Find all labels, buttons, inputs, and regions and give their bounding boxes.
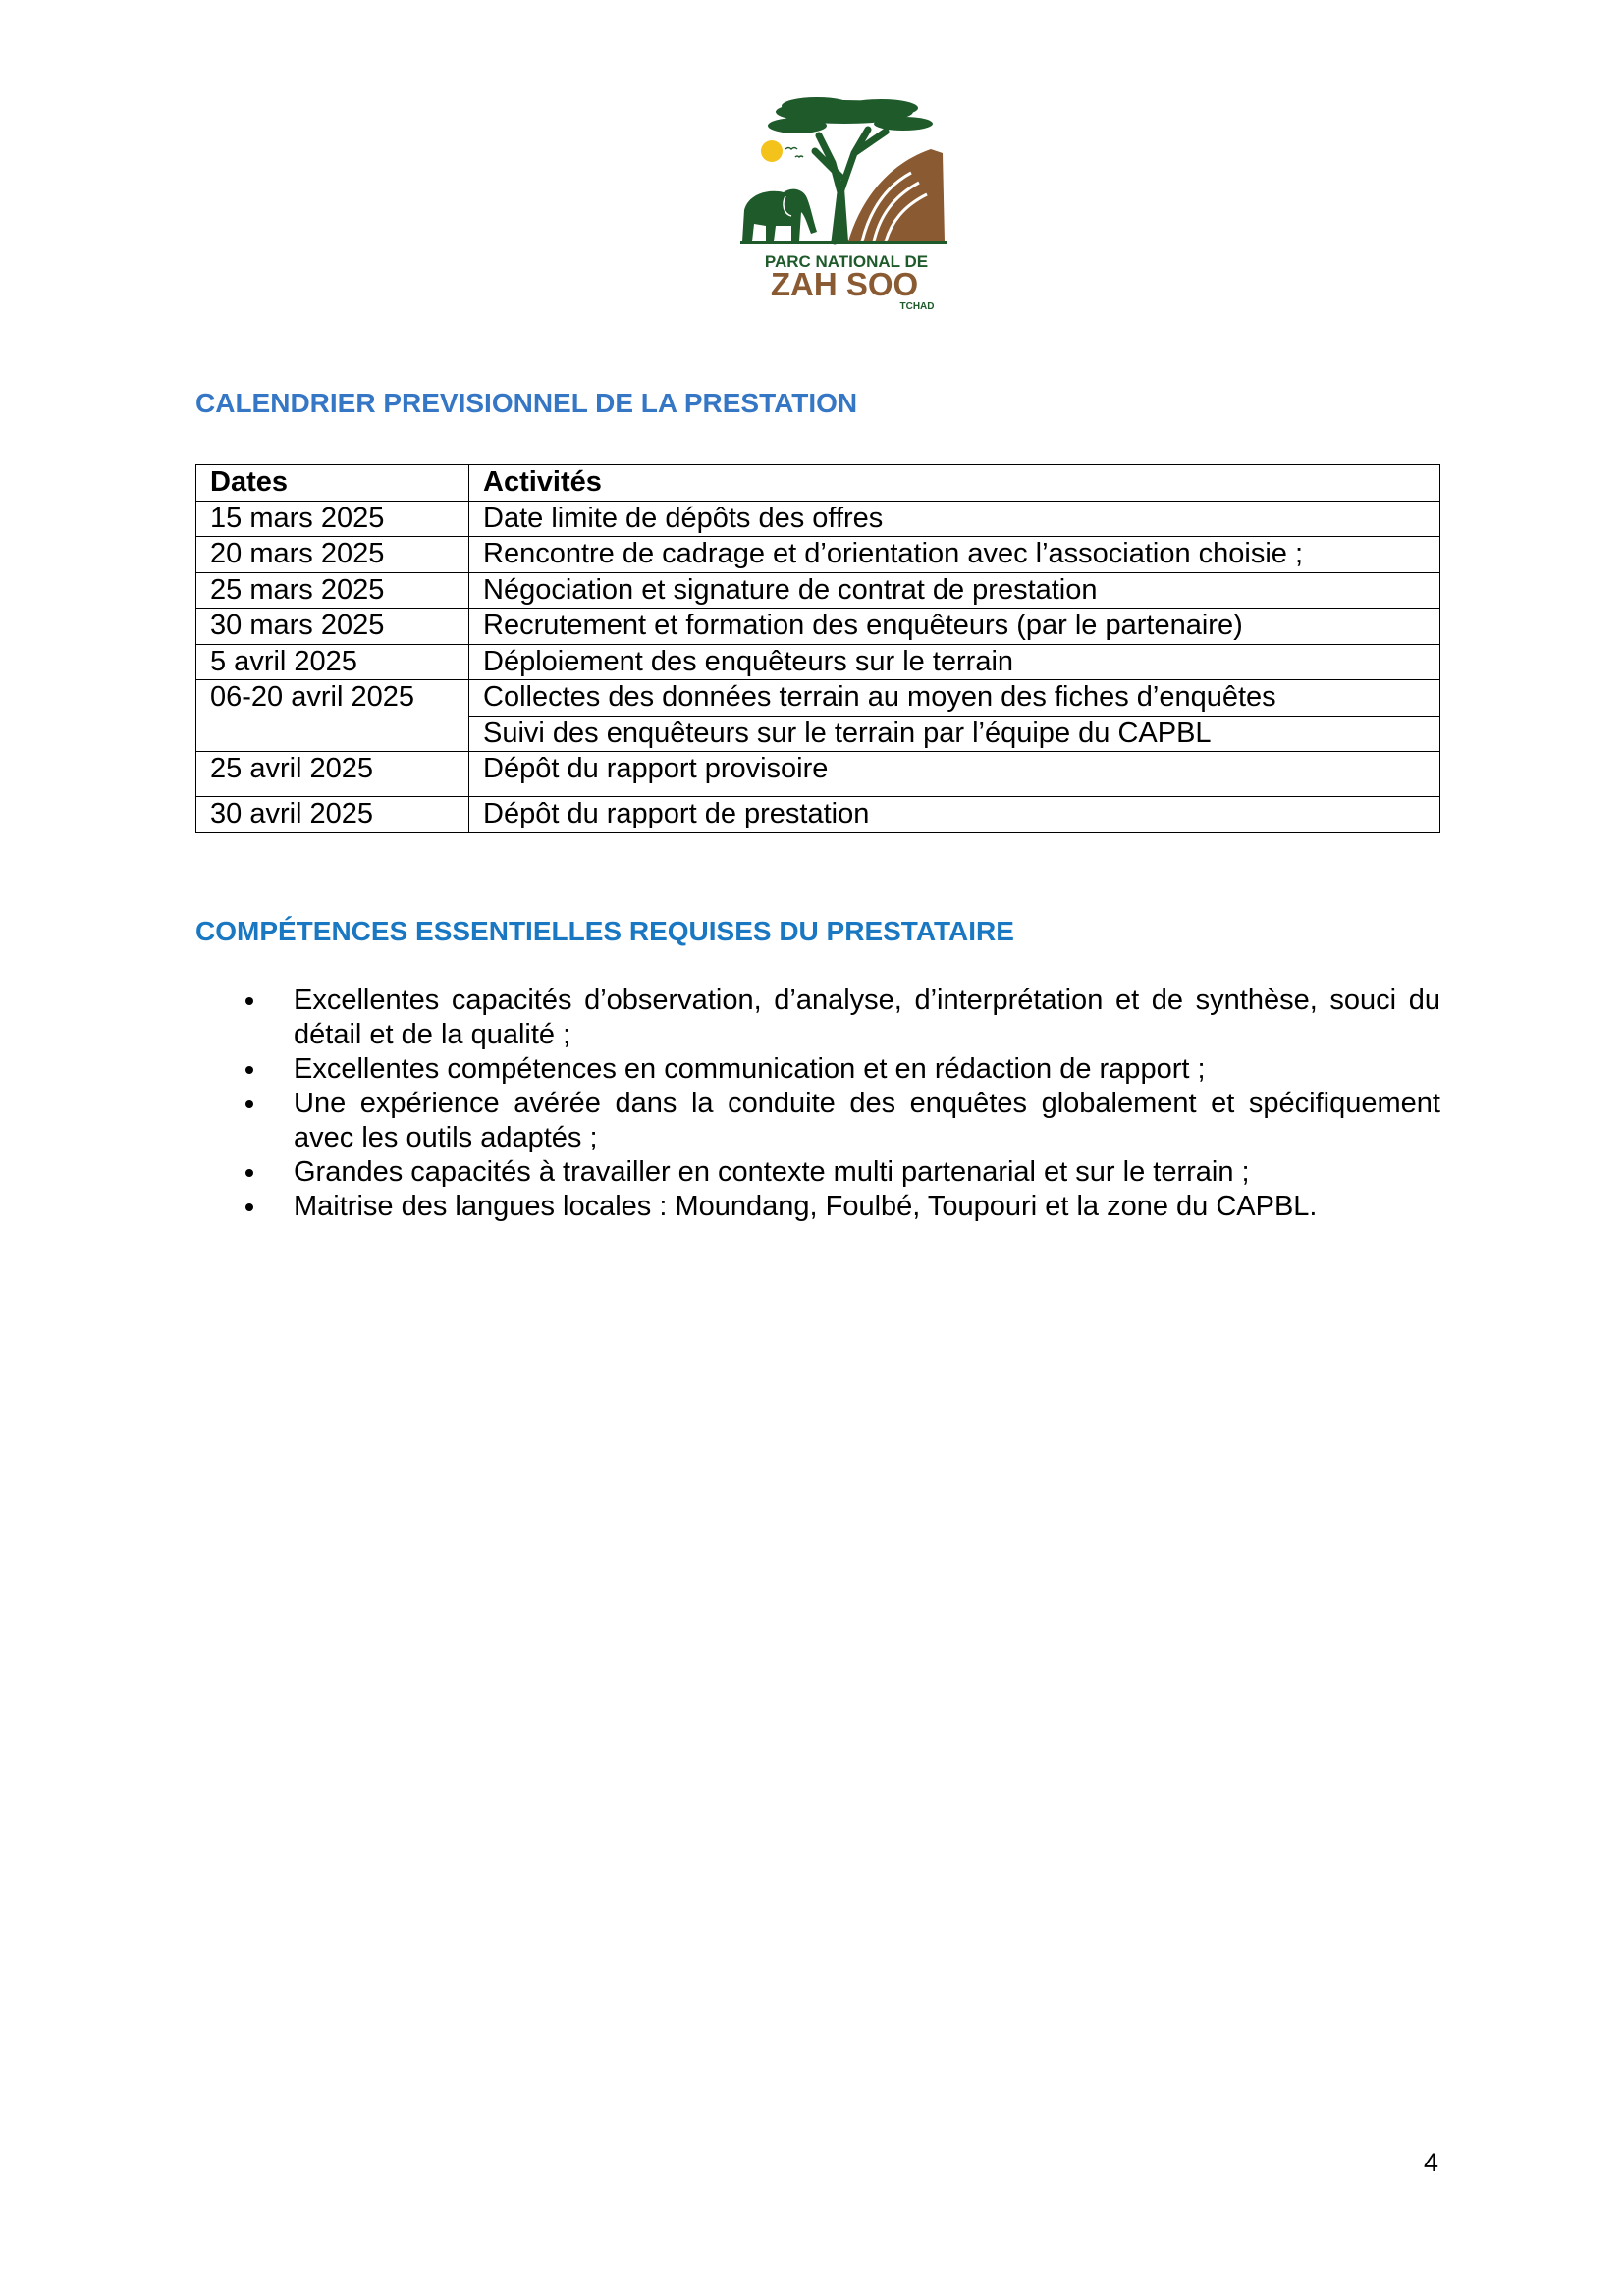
logo-line3: TCHAD [899, 301, 935, 312]
logo-line1: PARC NATIONAL DE [764, 252, 929, 271]
header-activities: Activités [469, 465, 1440, 502]
row-date: 25 mars 2025 [196, 572, 469, 609]
bullet-icon [245, 1066, 253, 1074]
table-row [196, 752, 1440, 797]
list-item [195, 1087, 1440, 1155]
bullet-icon [245, 1203, 253, 1211]
list-item-text: Excellentes compétences en communication et en rédaction de rapport ; [294, 1053, 1206, 1085]
row-activity: Négociation et signature de contrat de prestation [469, 572, 1440, 609]
list-item [195, 984, 1440, 1052]
row-date: 25 avril 2025 [196, 752, 469, 797]
table-row [196, 644, 1440, 680]
row-activity: Recrutement et formation des enquêteurs (par le partenaire) [469, 609, 1440, 645]
row-date: 5 avril 2025 [196, 644, 469, 680]
list-item [195, 1155, 1440, 1190]
list-item [195, 1052, 1440, 1087]
calendar-table [195, 464, 1440, 833]
bullet-icon [245, 1100, 253, 1108]
table-row [196, 680, 1440, 717]
row-date: 30 avril 2025 [196, 797, 469, 833]
list-item-text: Une expérience avérée dans la conduite des enquêtes globalement et spécifiquement avec les outils adaptés ; [294, 1088, 1440, 1153]
row-activity: Dépôt du rapport de prestation [469, 797, 1440, 833]
row-activity: Rencontre de cadrage et d’orientation avec l’association choisie ; [469, 537, 1440, 573]
row-date: 06-20 avril 2025 [196, 680, 469, 752]
row-activity: Date limite de dépôts des offres [469, 501, 1440, 537]
page-number: 4 [1424, 2148, 1439, 2177]
row-activity: Collectes des données terrain au moyen des fiches d’enquêtes [469, 680, 1440, 717]
bullet-icon [245, 1169, 253, 1177]
table-row [196, 572, 1440, 609]
table-header-row [196, 465, 1440, 502]
list-item-text: Excellentes capacités d’observation, d’analyse, d’interprétation et de synthèse, souci du détail et de la qualité ; [294, 985, 1440, 1050]
list-item-text: Maitrise des langues locales : Moundang, Foulbé, Toupouri et la zone du CAPBL. [294, 1191, 1318, 1222]
logo-line2: ZAH SOO [770, 266, 919, 302]
row-date: 30 mars 2025 [196, 609, 469, 645]
row-activity: Déploiement des enquêteurs sur le terrain [469, 644, 1440, 680]
park-logo [738, 94, 954, 312]
table-row [196, 501, 1440, 537]
list-item-text: Grandes capacités à travailler en contexte multi partenarial et sur le terrain ; [294, 1156, 1250, 1188]
header-dates: Dates [196, 465, 469, 502]
table-row [196, 797, 1440, 833]
calendar-title: CALENDRIER PREVISIONNEL DE LA PRESTATION [195, 388, 858, 418]
bullet-icon [245, 997, 253, 1005]
list-item [195, 1190, 1440, 1224]
table-row [196, 609, 1440, 645]
row-date: 15 mars 2025 [196, 501, 469, 537]
row-activity: Dépôt du rapport provisoire [469, 752, 1440, 797]
park-logo-graphic [738, 94, 954, 312]
row-date: 20 mars 2025 [196, 537, 469, 573]
competences-list [195, 984, 1440, 1224]
row-activity: Suivi des enquêteurs sur le terrain par l’équipe du CAPBL [469, 716, 1440, 752]
table-row [196, 537, 1440, 573]
competences-title: COMPÉTENCES ESSENTIELLES REQUISES DU PRESTATAIRE [195, 916, 1014, 946]
